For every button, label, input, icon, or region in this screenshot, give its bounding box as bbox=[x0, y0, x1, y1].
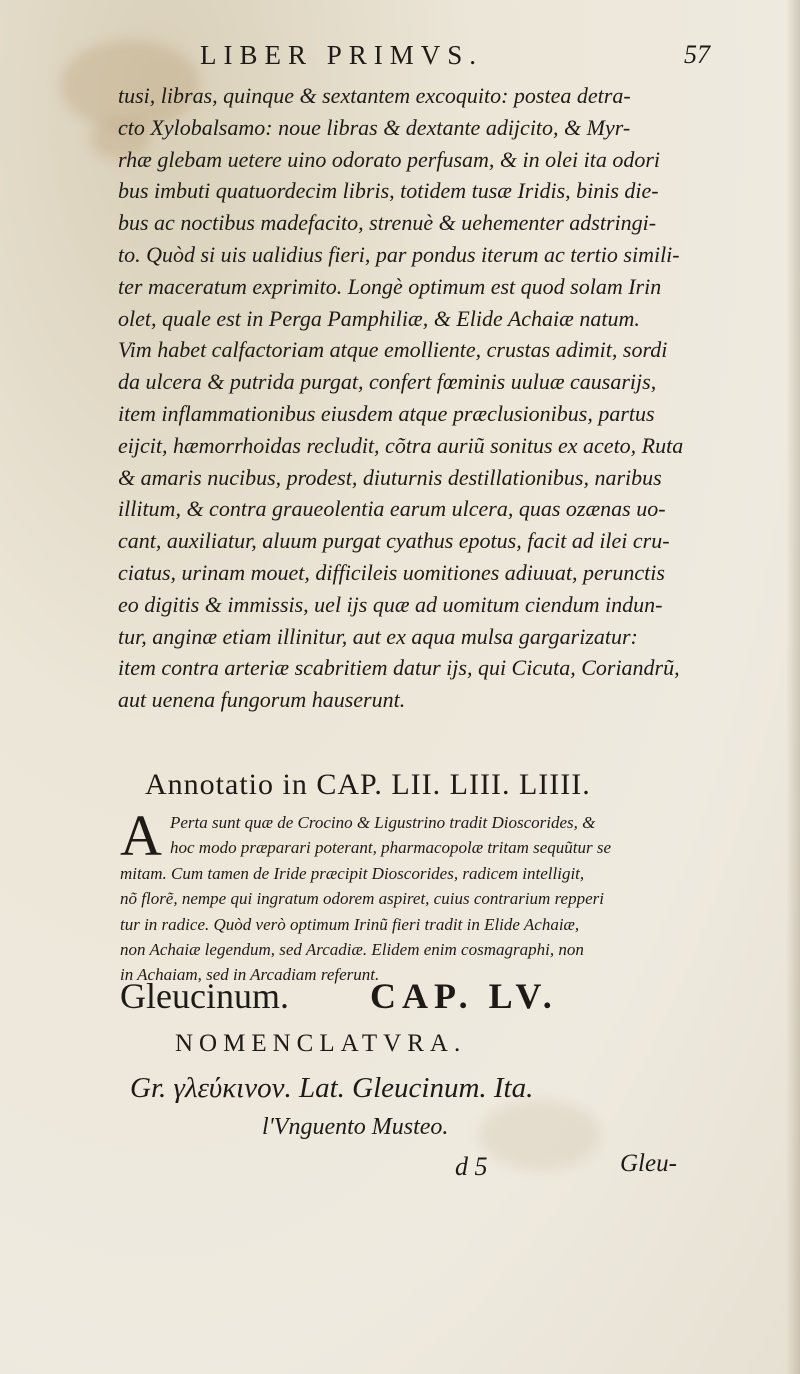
annotation-line: nõ florẽ, nempe qui ingratum odorem aspiret, cuius contrarium repperi bbox=[120, 889, 604, 909]
page-edge-shadow bbox=[786, 0, 800, 1374]
annotation-line: non Achaiæ legendum, sed Arcadiæ. Elidem enim cosmagraphi, non bbox=[120, 940, 584, 960]
nomenclatura-heading: NOMENCLATVRA. bbox=[175, 1030, 467, 1057]
annotation-text-block bbox=[120, 803, 710, 988]
page-stain bbox=[480, 1100, 600, 1170]
main-text-block bbox=[118, 80, 708, 716]
drop-cap: A bbox=[120, 803, 162, 868]
text-line: eijcit, hæmorrhoidas recludit, cõtra auriũ sonitus ex aceto, Ruta bbox=[118, 432, 684, 458]
text-line: illitum, & contra graueolentia earum ulcera, quas ozænas uo- bbox=[118, 496, 666, 522]
signature-mark: d 5 bbox=[455, 1152, 488, 1181]
text-line: cant, auxiliatur, aluum purgat cyathus epotus, facit ad ilei cru- bbox=[118, 528, 670, 554]
text-line: ciatus, urinam mouet, difficileis uomitiones adiuuat, perunctis bbox=[118, 559, 665, 585]
text-line: cto Xylobalsamo: noue libras & dextante adijcito, & Myr- bbox=[118, 114, 631, 140]
text-line: eo digitis & immissis, uel ijs quæ ad uomitum ciendum indun- bbox=[118, 591, 663, 617]
text-line: olet, quale est in Perga Pamphiliæ, & Elide Achaiæ natum. bbox=[118, 305, 640, 331]
page-number: 57 bbox=[684, 40, 710, 69]
text-line: tur, anginæ etiam illinitur, aut ex aqua mulsa gargarizatur: bbox=[118, 623, 638, 649]
annotation-line: Perta sunt quæ de Crocino & Ligustrino tradit Dioscorides, & bbox=[170, 813, 596, 832]
synonyms-line: Gr. γλεύκινον. Lat. Gleucinum. Ita. bbox=[130, 1072, 534, 1104]
text-line: aut uenena fungorum hauserunt. bbox=[118, 687, 406, 713]
text-line: item contra arteriæ scabritiem datur ijs, qui Cicuta, Coriandrũ, bbox=[118, 655, 680, 681]
page-header bbox=[190, 40, 710, 80]
text-line: bus imbuti quatuordecim libris, totidem tusæ Iridis, binis die- bbox=[118, 178, 659, 204]
annotation-heading: Annotatio in CAP. LII. LIII. LIIII. bbox=[145, 768, 591, 801]
text-line: & amaris nucibus, prodest, diuturnis destillationibus, naribus bbox=[118, 464, 662, 490]
annotation-line: hoc modo præparari poterant, pharmacopolæ tritam sequũtur se bbox=[170, 838, 612, 858]
text-line: tusi, libras, quinque & sextantem excoquito: postea detra- bbox=[118, 83, 631, 108]
running-title: LIBER PRIMVS. bbox=[200, 40, 484, 70]
chapter-number: CAP. LV. bbox=[370, 976, 558, 1016]
chapter-name: Gleucinum. bbox=[120, 976, 289, 1016]
text-line: Vim habet calfactoriam atque emolliente, crustas adimit, sordi bbox=[118, 337, 668, 363]
italian-synonym: l'Vnguento Musteo. bbox=[262, 1114, 449, 1140]
annotation-line: mitam. Cum tamen de Iride præcipit Dioscorides, radicem intelligit, bbox=[120, 863, 585, 883]
text-line: rhæ glebam uetere uino odorato perfusam, & in olei ita odori bbox=[118, 146, 661, 172]
text-line: item inflammationibus eiusdem atque præclusionibus, partus bbox=[118, 400, 655, 426]
annotation-line: in Achaiam, sed in Arcadiam referunt. bbox=[120, 965, 380, 985]
catchword: Gleu- bbox=[620, 1150, 677, 1177]
text-line: bus ac noctibus madefacito, strenuè & uehementer adstringi- bbox=[118, 210, 657, 236]
text-line: ter maceratum exprimito. Longè optimum est quod solam Irin bbox=[118, 273, 662, 299]
text-line: da ulcera & putrida purgat, confert fœminis uuluæ causarijs, bbox=[118, 369, 657, 395]
text-line: to. Quòd si uis ualidius fieri, par pondus iterum ac tertio simili- bbox=[118, 241, 680, 267]
annotation-line: tur in radice. Quòd verò optimum Irinũ fieri tradit in Elide Achaiæ, bbox=[120, 914, 580, 934]
